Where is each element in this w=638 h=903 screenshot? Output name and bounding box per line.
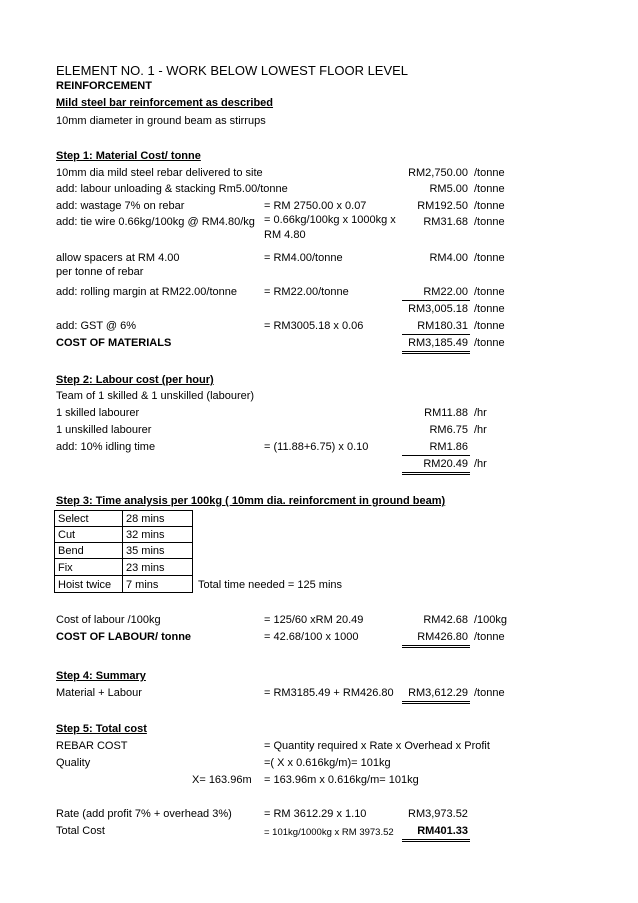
summary-double-line-top bbox=[402, 701, 470, 702]
step2-row2-unit: /hr bbox=[474, 424, 487, 436]
table-task: Bend bbox=[58, 545, 84, 557]
summary-double-line-bottom bbox=[402, 703, 470, 704]
step2-row3-calc: = (11.88+6.75) x 0.10 bbox=[264, 441, 369, 453]
cost-of-labour-label: COST OF LABOUR/ tonne bbox=[56, 631, 192, 643]
step1-row2-unit: /tonne bbox=[474, 183, 505, 195]
step1-gst-calc: = RM3005.18 x 0.06 bbox=[264, 320, 364, 332]
rebar-cost-formula: = Quantity required x Rate x Overhead x Profit bbox=[264, 740, 490, 752]
quality-formula: =( X x 0.616kg/m)= 101kg bbox=[264, 757, 391, 769]
step1-row4-label: add: tie wire 0.66kg/100kg @ RM4.80/kg bbox=[56, 216, 255, 228]
final-double-line-top bbox=[402, 839, 470, 840]
step1-gst-amount: RM180.31 bbox=[417, 320, 468, 332]
step2-row2-amount: RM6.75 bbox=[429, 424, 468, 436]
step1-subtotal-unit: /tonne bbox=[474, 303, 505, 315]
step1-row3-amount: RM192.50 bbox=[417, 200, 468, 212]
step1-row6-label: add: rolling margin at RM22.00/tonne bbox=[56, 286, 237, 298]
step1-row4-calc-cont: RM 4.80 bbox=[264, 229, 306, 241]
step2-heading: Step 2: Labour cost (per hour) bbox=[56, 374, 214, 386]
cost-of-labour-calc: = 42.68/100 x 1000 bbox=[264, 631, 359, 643]
cost-of-materials-unit: /tonne bbox=[474, 337, 505, 349]
total-line bbox=[402, 334, 470, 335]
step5-heading: Step 5: Total cost bbox=[56, 723, 147, 735]
table-time: 35 mins bbox=[126, 545, 165, 557]
table-time: 7 mins bbox=[126, 579, 159, 591]
step2-total-amount: RM20.49 bbox=[423, 458, 468, 470]
step1-row1-unit: /tonne bbox=[474, 167, 505, 179]
step4-heading: Step 4: Summary bbox=[56, 670, 146, 682]
rate-label: Rate (add profit 7% + overhead 3%) bbox=[56, 808, 232, 820]
cost-of-materials-amount: RM3,185.49 bbox=[408, 337, 468, 349]
step1-row5-calc: = RM4.00/tonne bbox=[264, 252, 343, 264]
rate-amount: RM3,973.52 bbox=[408, 808, 468, 820]
step1-row4-amount: RM31.68 bbox=[423, 216, 468, 228]
rate-calc: = RM 3612.29 x 1.10 bbox=[264, 808, 367, 820]
step1-subtotal-amount: RM3,005.18 bbox=[408, 303, 468, 315]
step1-row1-amount: RM2,750.00 bbox=[408, 167, 468, 179]
summary-unit: /tonne bbox=[474, 687, 505, 699]
table-time: 28 mins bbox=[126, 513, 165, 525]
subtitle: REINFORCEMENT bbox=[56, 80, 152, 92]
subtotal-line bbox=[402, 300, 470, 301]
rebar-cost-label: REBAR COST bbox=[56, 740, 128, 752]
labour-per-100kg-label: Cost of labour /100kg bbox=[56, 614, 161, 626]
step2-double-line-bottom bbox=[402, 474, 470, 475]
cost-of-labour-unit: /tonne bbox=[474, 631, 505, 643]
final-double-line-bottom bbox=[402, 841, 470, 842]
step2-row1-label: 1 skilled labourer bbox=[56, 407, 140, 419]
summary-calc: = RM3185.49 + RM426.80 bbox=[264, 687, 394, 699]
step1-row5-unit: /tonne bbox=[474, 252, 505, 264]
step1-row2-label: add: labour unloading & stacking Rm5.00/tonne bbox=[56, 183, 288, 195]
step2-subtotal-line bbox=[402, 455, 470, 456]
table-task: Cut bbox=[58, 529, 76, 541]
step2-row3-label: add: 10% idling time bbox=[56, 441, 156, 453]
step2-row3-amount: RM1.86 bbox=[429, 441, 468, 453]
step1-row3-unit: /tonne bbox=[474, 200, 505, 212]
step1-heading: Step 1: Material Cost/ tonne bbox=[56, 150, 201, 162]
total-cost-calc: = 101kg/1000kg x RM 3973.52 bbox=[264, 827, 394, 838]
step2-row2-label: 1 unskilled labourer bbox=[56, 424, 152, 436]
labour-per-100kg-amount: RM42.68 bbox=[423, 614, 468, 626]
step3-heading: Step 3: Time analysis per 100kg ( 10mm dia. reinforcment in ground beam) bbox=[56, 495, 446, 507]
step2-row1-unit: /hr bbox=[474, 407, 487, 419]
step2-row1-amount: RM11.88 bbox=[424, 407, 468, 419]
total-cost-label: Total Cost bbox=[56, 825, 105, 837]
step1-row3-label: add: wastage 7% on rebar bbox=[56, 200, 185, 212]
table-task: Select bbox=[58, 513, 89, 525]
step2-total-unit: /hr bbox=[474, 458, 487, 470]
double-underline-top bbox=[402, 351, 470, 352]
labour-per-100kg-unit: /100kg bbox=[474, 614, 508, 626]
step1-row2-amount: RM5.00 bbox=[429, 183, 468, 195]
summary-label: Material + Labour bbox=[56, 687, 142, 699]
step1-row6-unit: /tonne bbox=[474, 286, 505, 298]
cost-of-labour-amount: RM426.80 bbox=[417, 631, 468, 643]
quality-label: Quality bbox=[56, 757, 91, 769]
step1-row6-amount: RM22.00 bbox=[423, 286, 468, 298]
step2-double-line-top bbox=[402, 472, 470, 473]
step1-row6-calc: = RM22.00/tonne bbox=[264, 286, 349, 298]
total-cost-amount: RM401.33 bbox=[417, 825, 468, 837]
description-detail: 10mm diameter in ground beam as stirrups bbox=[56, 115, 266, 127]
labour-per-100kg-calc: = 125/60 xRM 20.49 bbox=[264, 614, 364, 626]
table-task: Hoist twice bbox=[58, 579, 112, 591]
step1-row5-amount: RM4.00 bbox=[429, 252, 468, 264]
description: Mild steel bar reinforcement as described bbox=[56, 97, 274, 109]
table-time: 23 mins bbox=[126, 562, 165, 574]
step2-team: Team of 1 skilled & 1 unskilled (labourer) bbox=[56, 390, 255, 402]
x-value: X= 163.96m bbox=[192, 774, 252, 786]
x-calc: = 163.96m x 0.616kg/m= 101kg bbox=[264, 774, 419, 786]
summary-amount: RM3,612.29 bbox=[408, 687, 468, 699]
step1-gst-label: add: GST @ 6% bbox=[56, 320, 137, 332]
document-title: ELEMENT NO. 1 - WORK BELOW LOWEST FLOOR LEVEL bbox=[56, 63, 409, 78]
step1-row3-calc: = RM 2750.00 x 0.07 bbox=[264, 200, 367, 212]
table-task: Fix bbox=[58, 562, 73, 574]
double-underline-bottom bbox=[402, 353, 470, 354]
step1-row4-unit: /tonne bbox=[474, 216, 505, 228]
cost-of-materials-label: COST OF MATERIALS bbox=[56, 337, 172, 349]
total-time-needed: Total time needed = 125 mins bbox=[198, 579, 343, 591]
labour-double-line-bottom bbox=[402, 647, 470, 648]
step1-gst-unit: /tonne bbox=[474, 320, 505, 332]
step1-row5-label: allow spacers at RM 4.00 bbox=[56, 252, 180, 264]
step1-row5-label-cont: per tonne of rebar bbox=[56, 266, 144, 278]
table-time: 32 mins bbox=[126, 529, 165, 541]
labour-double-line-top bbox=[402, 645, 470, 646]
step1-row1-label: 10mm dia mild steel rebar delivered to site bbox=[56, 167, 263, 179]
step1-row4-calc: = 0.66kg/100kg x 1000kg x bbox=[264, 214, 396, 226]
